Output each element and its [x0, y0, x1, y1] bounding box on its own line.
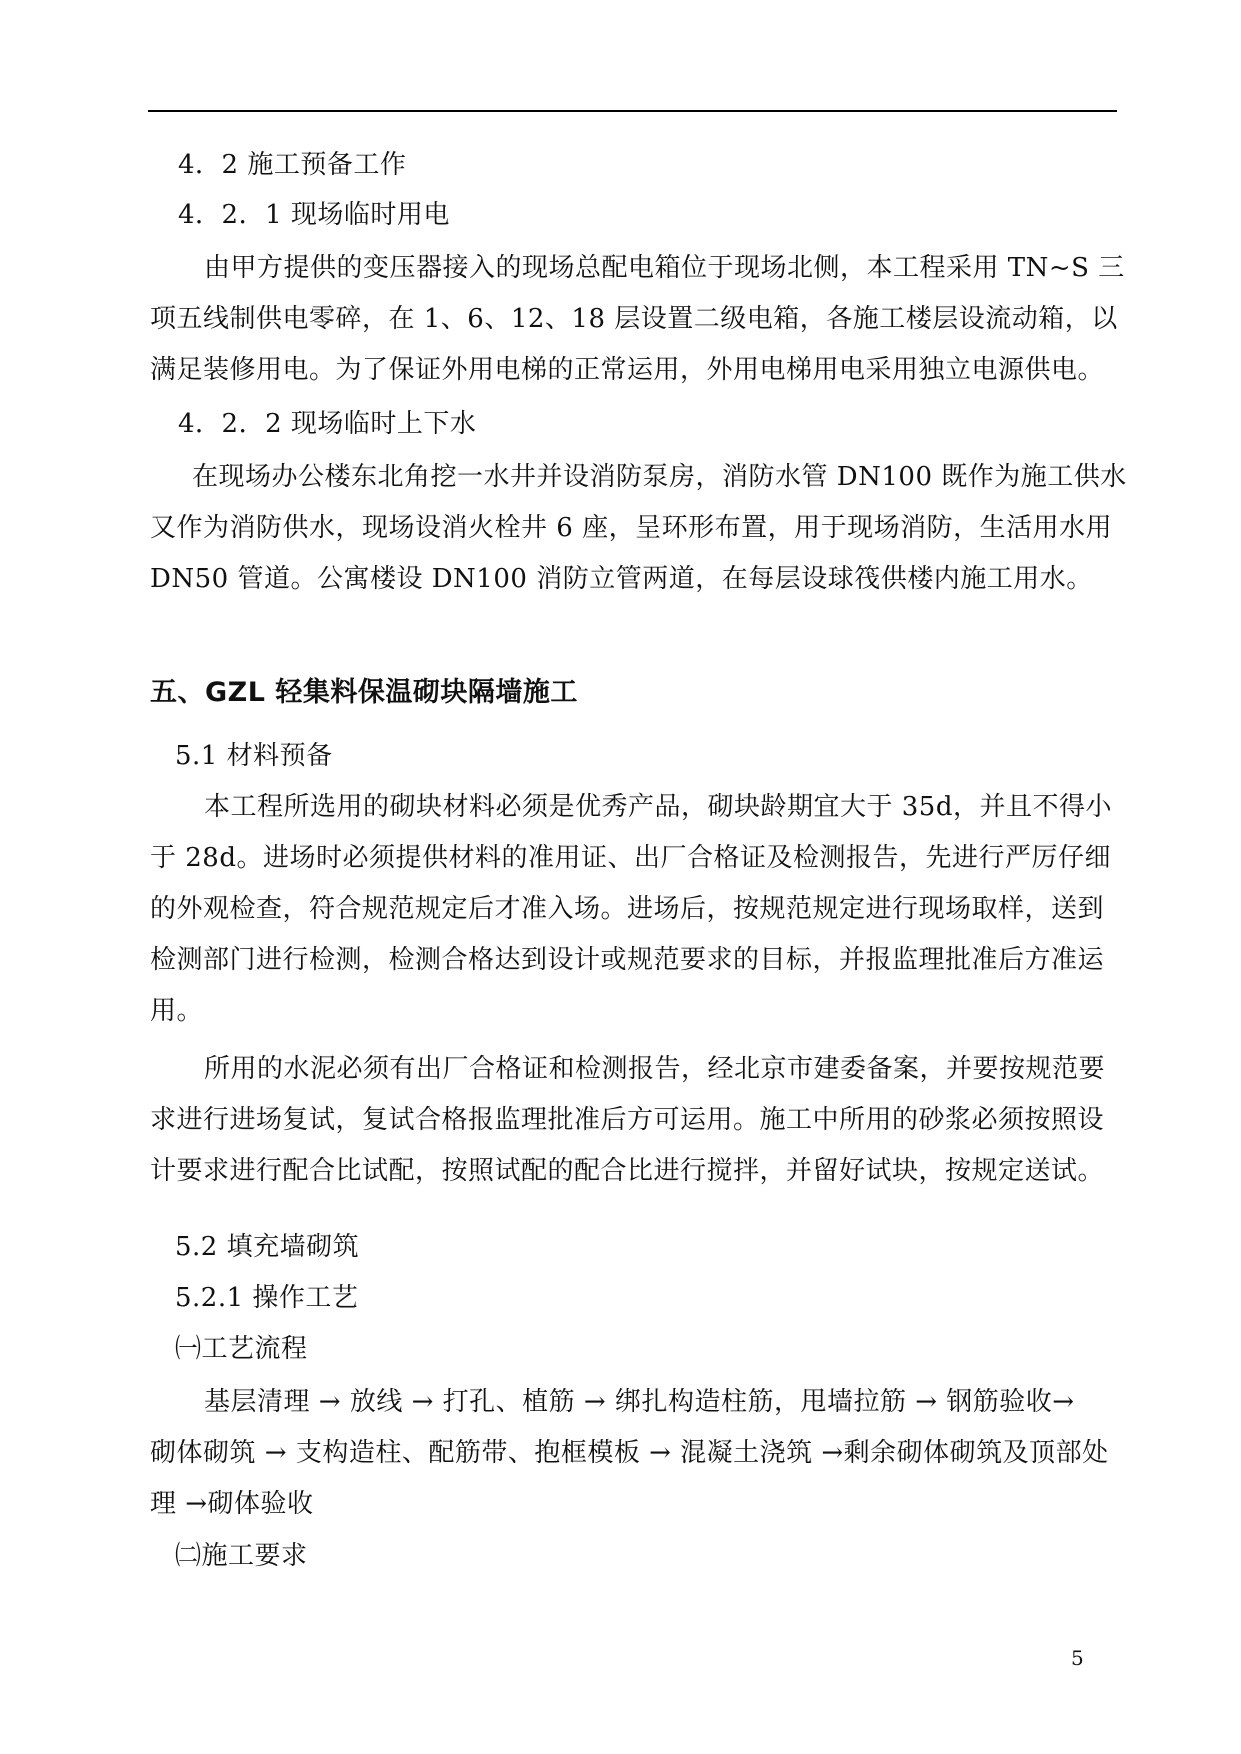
text-line: 5.1 材料预备 [175, 741, 333, 771]
text-line: 计要求进行配合比试配，按照试配的配合比进行搅拌，并留好试块，按规定送试。 [150, 1156, 1105, 1186]
text-line: 满足装修用电。为了保证外用电梯的正常运用，外用电梯用电采用独立电源供电。 [150, 355, 1105, 385]
page-number: 5 [1071, 1646, 1084, 1670]
text-line: 砌体砌筑 → 支构造柱、配筋带、抱框模板 → 混凝土浇筑 →剩余砌体砌筑及顶部处 [150, 1438, 1109, 1468]
text-line: ㈡施工要求 [175, 1541, 308, 1571]
text-line: DN50 管道。公寓楼设 DN100 消防立管两道，在每层设球筏供楼内施工用水。 [150, 564, 1093, 594]
text-line: 理 →砌体验收 [150, 1489, 314, 1519]
text-line: 4．2 施工预备工作 [178, 150, 407, 180]
text-line: 项五线制供电零碎，在 1、6、12、18 层设置二级电箱，各施工楼层设流动箱，以 [150, 304, 1118, 334]
text-line: 求进行进场复试，复试合格报监理批准后方可运用。施工中所用的砂浆必须按照设 [150, 1105, 1105, 1135]
text-line: 5.2 填充墙砌筑 [175, 1232, 360, 1262]
text-line: 4．2．1 现场临时用电 [178, 200, 450, 230]
text-line: 的外观检查，符合规范规定后才准入场。进场后，按规范规定进行现场取样，送到 [150, 894, 1105, 924]
section-heading: 五、GZL 轻集料保温砌块隔墙施工 [150, 677, 578, 708]
text-line: 4．2．2 现场临时上下水 [178, 409, 477, 439]
text-line: 用。 [150, 996, 204, 1026]
text-line: 由甲方提供的变压器接入的现场总配电箱位于现场北侧，本工程采用 TN~S 三 [204, 253, 1125, 283]
text-line: 检测部门进行检测，检测合格达到设计或规范要求的目标，并报监理批准后方准运 [150, 945, 1105, 975]
text-line: 基层清理 → 放线 → 打孔、植筋 → 绑扎构造柱筋，甩墙拉筋 → 钢筋验收→ [204, 1387, 1075, 1417]
text-line: 在现场办公楼东北角挖一水井并设消防泵房，消防水管 DN100 既作为施工供水 [192, 462, 1127, 492]
text-line: 又作为消防供水，现场设消火栓井 6 座，呈环形布置，用于现场消防，生活用水用 [150, 513, 1113, 543]
text-line: 本工程所选用的砌块材料必须是优秀产品，砌块龄期宜大于 35d，并且不得小 [204, 792, 1112, 822]
text-line: 于 28d。进场时必须提供材料的准用证、出厂合格证及检测报告，先进行严厉仔细 [150, 843, 1111, 873]
text-line: 所用的水泥必须有出厂合格证和检测报告，经北京市建委备案，并要按规范要 [204, 1054, 1106, 1084]
text-line: 5.2.1 操作工艺 [175, 1283, 359, 1313]
header-rule [148, 110, 1117, 112]
text-line: ㈠工艺流程 [175, 1334, 308, 1364]
